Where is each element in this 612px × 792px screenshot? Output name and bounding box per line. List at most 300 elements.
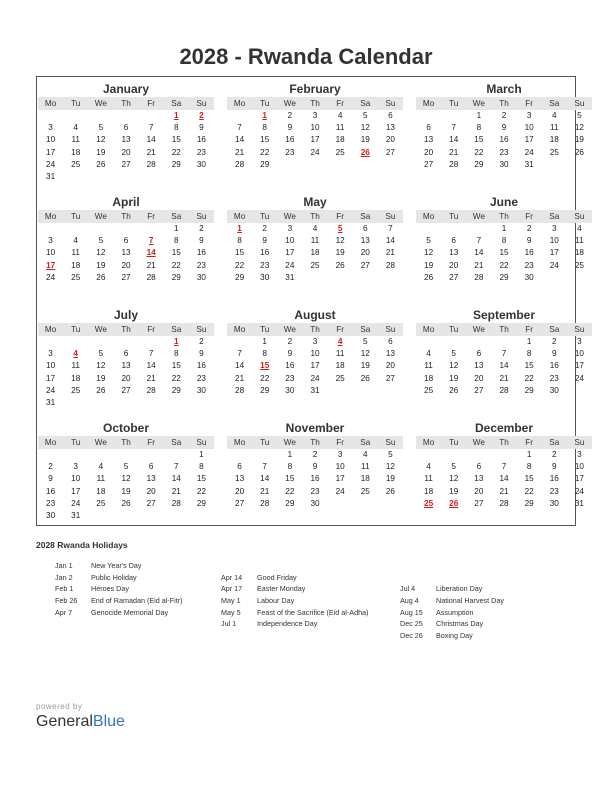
empty-day-cell <box>139 336 164 348</box>
day-cell: 11 <box>575 236 584 246</box>
day-cell: 14 <box>260 474 270 484</box>
day-cell: 22 <box>235 260 245 270</box>
empty-day-cell <box>139 110 164 122</box>
empty-day-cell <box>441 449 466 461</box>
weekday-header: Tu <box>252 436 277 449</box>
empty-day-cell <box>491 336 516 348</box>
day-cell: 12 <box>424 248 434 258</box>
day-cell: 14 <box>474 248 484 258</box>
weekday-header: We <box>88 436 113 449</box>
day-cell: 2 <box>48 462 53 472</box>
weekday-header: Sa <box>164 436 189 449</box>
day-cell: 25 <box>424 385 434 395</box>
day-cell: 16 <box>549 361 559 371</box>
day-cell: 18 <box>310 248 320 258</box>
day-cell: 20 <box>385 361 395 371</box>
day-cell: 2 <box>287 111 293 120</box>
day-cell: 10 <box>524 123 534 133</box>
day-cell: 23 <box>499 147 509 157</box>
day-cell: 14 <box>146 361 156 371</box>
day-cell: 28 <box>171 498 181 508</box>
day-cell: 15 <box>260 135 270 145</box>
day-cell: 1 <box>526 337 532 346</box>
weekday-header: Tu <box>252 97 277 110</box>
day-cell: 8 <box>199 462 204 472</box>
day-cell: 19 <box>385 474 395 484</box>
holiday-name: Heroes Day <box>91 584 129 594</box>
empty-day-cell <box>466 449 491 461</box>
day-cell: 15 <box>524 474 534 484</box>
day-cell: 23 <box>285 373 295 383</box>
day-cell: 20 <box>424 147 434 157</box>
day-cell: 17 <box>574 361 584 371</box>
day-cell: 9 <box>199 236 204 246</box>
day-cell: 20 <box>474 486 484 496</box>
day-cell: 1 <box>262 337 267 346</box>
weekday-header: We <box>277 436 302 449</box>
weekday-header: Fr <box>328 323 353 336</box>
holiday-day-cell: 7 <box>148 236 154 246</box>
day-cell: 11 <box>71 248 80 258</box>
holiday-row <box>221 607 368 619</box>
day-cell: 17 <box>71 486 81 496</box>
day-cell: 5 <box>98 123 104 133</box>
weekday-header: Tu <box>63 97 88 110</box>
day-cell: 2 <box>199 224 204 233</box>
day-cell: 1 <box>199 450 204 459</box>
day-cell: 15 <box>235 248 245 258</box>
day-cell: 12 <box>360 123 370 133</box>
month-name: August <box>294 308 336 322</box>
day-cell: 28 <box>499 385 509 395</box>
day-cell: 1 <box>476 111 482 120</box>
day-cell: 21 <box>235 147 245 157</box>
weekday-header: Fr <box>139 210 164 223</box>
day-cell: 27 <box>385 147 395 157</box>
day-cell: 7 <box>262 462 267 472</box>
holiday-day-cell: 17 <box>46 260 56 270</box>
day-cell: 20 <box>121 260 131 270</box>
month-may <box>227 194 403 307</box>
day-cell: 26 <box>385 486 395 496</box>
empty-day-cell <box>416 223 441 235</box>
day-cell: 31 <box>574 498 584 508</box>
empty-day-cell <box>441 110 466 122</box>
holiday-date: Apr 17 <box>221 584 243 594</box>
empty-day-cell <box>491 449 516 461</box>
day-cell: 18 <box>335 361 345 371</box>
day-cell: 8 <box>173 349 179 359</box>
day-cell: 24 <box>285 260 295 270</box>
holidays-title: 2028 Rwanda Holidays <box>36 540 128 550</box>
day-cell: 25 <box>360 486 370 496</box>
day-cell: 23 <box>196 373 206 383</box>
day-cell: 14 <box>385 236 395 246</box>
day-cell: 9 <box>287 349 293 359</box>
day-cell: 7 <box>237 349 242 359</box>
day-cell: 8 <box>476 123 482 133</box>
holiday-date: Apr 7 <box>55 607 73 617</box>
day-cell: 13 <box>424 135 434 145</box>
month-day-grid <box>227 323 403 397</box>
day-cell: 18 <box>574 248 584 258</box>
day-cell: 19 <box>335 248 345 258</box>
day-cell: 27 <box>146 498 156 508</box>
day-cell: 4 <box>426 349 431 359</box>
day-cell: 22 <box>474 147 484 157</box>
weekday-header: Tu <box>63 210 88 223</box>
day-cell: 19 <box>96 260 106 270</box>
day-cell: 10 <box>310 123 320 133</box>
month-day-grid <box>227 436 403 510</box>
weekday-header: Th <box>491 323 516 336</box>
day-cell: 16 <box>46 486 56 496</box>
weekday-header: We <box>277 210 302 223</box>
empty-day-cell <box>113 223 138 235</box>
day-cell: 14 <box>171 474 181 484</box>
holiday-name: Independence Day <box>257 619 318 629</box>
day-cell: 16 <box>196 248 206 258</box>
weekday-header: Th <box>491 210 516 223</box>
day-cell: 7 <box>501 462 507 472</box>
day-cell: 8 <box>526 462 532 472</box>
day-cell: 17 <box>574 474 584 484</box>
month-january <box>38 81 214 194</box>
day-cell: 14 <box>235 361 245 371</box>
holiday-row <box>400 607 504 619</box>
day-cell: 18 <box>96 486 106 496</box>
holiday-name: National Harvest Day <box>436 596 504 606</box>
holiday-date: May 1 <box>221 596 241 606</box>
weekday-header: Su <box>567 323 592 336</box>
day-cell: 17 <box>524 135 534 145</box>
day-cell: 16 <box>260 248 270 258</box>
day-cell: 26 <box>96 385 106 395</box>
day-cell: 15 <box>171 248 181 258</box>
day-cell: 11 <box>71 361 80 371</box>
day-cell: 3 <box>48 123 53 133</box>
day-cell: 4 <box>337 111 343 120</box>
holiday-date: Feb 26 <box>55 596 78 606</box>
holiday-day-cell: 4 <box>73 349 78 359</box>
holiday-date: Apr 14 <box>221 572 243 582</box>
empty-day-cell <box>164 449 189 461</box>
day-cell: 23 <box>196 260 206 270</box>
day-cell: 9 <box>526 236 532 246</box>
weekday-header: Th <box>113 97 138 110</box>
weekday-header: We <box>466 97 491 110</box>
day-cell: 11 <box>310 236 320 246</box>
day-cell: 6 <box>426 123 431 133</box>
day-cell: 17 <box>549 248 559 258</box>
holiday-row <box>55 560 182 572</box>
day-cell: 16 <box>196 135 206 145</box>
day-cell: 6 <box>476 349 482 359</box>
weekday-header: Fr <box>139 97 164 110</box>
day-cell: 29 <box>171 272 181 282</box>
day-cell: 17 <box>335 474 345 484</box>
day-cell: 23 <box>285 147 295 157</box>
day-cell: 20 <box>360 248 370 258</box>
weekday-header: Th <box>491 97 516 110</box>
day-cell: 16 <box>285 361 295 371</box>
day-cell: 10 <box>335 462 345 472</box>
month-april <box>38 194 214 307</box>
weekday-header: Tu <box>63 323 88 336</box>
day-cell: 26 <box>574 147 584 157</box>
holiday-date: Jan 1 <box>55 561 73 570</box>
day-cell: 5 <box>123 462 129 472</box>
day-cell: 23 <box>549 373 559 383</box>
page-title: 2028 - Rwanda Calendar <box>179 44 433 69</box>
day-cell: 19 <box>449 373 459 383</box>
day-cell: 24 <box>574 486 584 496</box>
holiday-day-cell: 1 <box>173 337 179 346</box>
day-cell: 5 <box>426 236 431 246</box>
day-cell: 31 <box>285 272 295 282</box>
day-cell: 17 <box>46 373 56 383</box>
month-february <box>227 81 403 194</box>
day-cell: 3 <box>48 236 53 246</box>
day-cell: 13 <box>235 474 245 484</box>
day-cell: 12 <box>360 349 370 359</box>
holiday-column <box>55 560 182 618</box>
day-cell: 21 <box>449 147 459 157</box>
month-name: June <box>489 195 518 209</box>
month-name: September <box>472 308 536 322</box>
day-cell: 8 <box>173 123 179 133</box>
weekday-header: Su <box>189 436 214 449</box>
day-cell: 7 <box>451 123 456 133</box>
weekday-header: Mo <box>38 97 63 110</box>
holiday-row <box>221 595 368 607</box>
day-cell: 28 <box>385 260 395 270</box>
weekday-header: Th <box>302 323 327 336</box>
day-cell: 15 <box>474 135 484 145</box>
holiday-date: Jul 4 <box>400 584 416 594</box>
holiday-name: New Year's Day <box>91 561 142 570</box>
day-cell: 6 <box>362 224 368 233</box>
day-cell: 17 <box>310 361 320 371</box>
brand-name-part2: Blue <box>92 713 125 730</box>
day-cell: 7 <box>476 236 482 246</box>
day-cell: 21 <box>499 373 509 383</box>
empty-day-cell <box>113 449 138 461</box>
day-cell: 13 <box>385 349 395 359</box>
month-name: July <box>113 308 138 322</box>
empty-day-cell <box>416 336 441 348</box>
day-cell: 20 <box>385 135 395 145</box>
holiday-row <box>55 607 182 619</box>
day-cell: 23 <box>549 486 559 496</box>
day-cell: 4 <box>362 450 368 459</box>
day-cell: 30 <box>499 159 509 169</box>
day-cell: 13 <box>121 248 131 258</box>
day-cell: 16 <box>499 135 509 145</box>
day-cell: 29 <box>260 159 270 169</box>
day-cell: 14 <box>235 135 245 145</box>
day-cell: 27 <box>385 373 395 383</box>
months-grid <box>37 81 585 533</box>
day-cell: 17 <box>285 248 295 258</box>
weekday-header: We <box>88 210 113 223</box>
empty-day-cell <box>63 449 88 461</box>
brand-logo[interactable] <box>36 702 125 731</box>
weekday-header: Fr <box>328 436 353 449</box>
day-cell: 29 <box>524 385 534 395</box>
day-cell: 8 <box>237 236 242 246</box>
weekday-header: Sa <box>164 323 189 336</box>
day-cell: 31 <box>310 385 320 395</box>
month-june <box>416 194 592 307</box>
day-cell: 3 <box>337 450 343 459</box>
weekday-header: Th <box>113 323 138 336</box>
day-cell: 1 <box>501 224 507 233</box>
month-october <box>38 420 214 533</box>
day-cell: 18 <box>424 486 434 496</box>
day-cell: 6 <box>123 236 129 246</box>
weekday-header: Sa <box>542 97 567 110</box>
weekday-header: Tu <box>252 323 277 336</box>
month-day-grid <box>38 210 214 284</box>
day-cell: 31 <box>524 159 534 169</box>
empty-day-cell <box>466 336 491 348</box>
holiday-day-cell: 1 <box>237 224 242 233</box>
day-cell: 24 <box>549 260 559 270</box>
day-cell: 19 <box>360 361 370 371</box>
weekday-header: Su <box>567 210 592 223</box>
day-cell: 24 <box>335 486 345 496</box>
day-cell: 10 <box>549 236 559 246</box>
weekday-header: Sa <box>353 323 378 336</box>
holiday-date: Dec 26 <box>400 631 423 641</box>
day-cell: 14 <box>146 135 156 145</box>
day-cell: 18 <box>71 260 81 270</box>
holiday-date: Aug 15 <box>400 607 423 617</box>
day-cell: 22 <box>171 373 181 383</box>
day-cell: 22 <box>171 147 181 157</box>
day-cell: 12 <box>96 248 106 258</box>
brand-name-part1: General <box>36 713 93 730</box>
day-cell: 27 <box>424 159 434 169</box>
day-cell: 4 <box>73 236 78 246</box>
weekday-header: Fr <box>517 323 542 336</box>
weekday-header: Fr <box>328 210 353 223</box>
weekday-header: Th <box>302 210 327 223</box>
day-cell: 8 <box>173 236 179 246</box>
day-cell: 28 <box>146 272 156 282</box>
day-cell: 24 <box>574 373 584 383</box>
day-cell: 10 <box>310 349 320 359</box>
day-cell: 28 <box>449 159 459 169</box>
month-name: December <box>474 421 534 435</box>
holiday-day-cell: 1 <box>173 111 179 120</box>
day-cell: 19 <box>96 147 106 157</box>
day-cell: 12 <box>449 474 459 484</box>
holiday-name: Public Holiday <box>91 572 137 582</box>
month-name: October <box>102 421 149 435</box>
empty-day-cell <box>88 336 113 348</box>
empty-day-cell <box>63 110 88 122</box>
holiday-row <box>221 572 368 584</box>
day-cell: 9 <box>551 349 557 359</box>
month-day-grid <box>416 210 592 284</box>
holiday-date: Jan 2 <box>55 572 73 582</box>
day-cell: 29 <box>524 498 534 508</box>
empty-day-cell <box>113 336 138 348</box>
day-cell: 30 <box>46 510 56 520</box>
empty-day-cell <box>38 110 63 122</box>
day-cell: 12 <box>449 361 459 371</box>
weekday-header: Th <box>302 436 327 449</box>
weekday-header: We <box>88 97 113 110</box>
day-cell: 1 <box>526 450 532 459</box>
day-cell: 24 <box>46 159 56 169</box>
day-cell: 6 <box>123 349 129 359</box>
weekday-header: Sa <box>542 210 567 223</box>
day-cell: 13 <box>360 236 370 246</box>
day-cell: 15 <box>171 361 181 371</box>
day-cell: 9 <box>262 236 267 246</box>
weekday-header: Tu <box>441 210 466 223</box>
day-cell: 26 <box>121 498 131 508</box>
day-cell: 25 <box>71 159 81 169</box>
empty-day-cell <box>227 110 252 122</box>
day-cell: 30 <box>549 498 559 508</box>
day-cell: 31 <box>46 397 56 407</box>
weekday-header: Tu <box>63 436 88 449</box>
holiday-date: Jul 1 <box>221 619 237 629</box>
powered-by-label: powered by <box>36 702 83 711</box>
month-name: November <box>285 421 345 435</box>
day-cell: 24 <box>46 385 56 395</box>
day-cell: 8 <box>287 462 293 472</box>
weekday-header: Sa <box>353 97 378 110</box>
month-day-grid <box>416 323 592 397</box>
day-cell: 29 <box>171 159 181 169</box>
day-cell: 13 <box>385 123 395 133</box>
day-cell: 7 <box>148 123 154 133</box>
day-cell: 28 <box>146 159 156 169</box>
holiday-row <box>400 630 504 642</box>
weekday-header: Th <box>113 436 138 449</box>
empty-day-cell <box>441 223 466 235</box>
day-cell: 26 <box>449 385 459 395</box>
day-cell: 26 <box>96 159 106 169</box>
day-cell: 9 <box>501 123 507 133</box>
day-cell: 27 <box>121 159 131 169</box>
day-cell: 21 <box>474 260 484 270</box>
month-day-grid <box>38 323 214 409</box>
month-name: April <box>112 195 140 209</box>
holiday-date: Aug 4 <box>400 596 419 606</box>
weekday-header: Mo <box>416 323 441 336</box>
day-cell: 26 <box>360 373 370 383</box>
day-cell: 16 <box>285 135 295 145</box>
day-cell: 2 <box>287 337 293 346</box>
holiday-name: End of Ramadan (Eid al-Fitr) <box>91 596 183 606</box>
day-cell: 30 <box>196 272 206 282</box>
day-cell: 3 <box>577 450 582 459</box>
day-cell: 29 <box>196 498 206 508</box>
day-cell: 10 <box>46 135 56 145</box>
day-cell: 11 <box>424 474 433 484</box>
day-cell: 16 <box>524 248 534 258</box>
day-cell: 3 <box>73 462 78 472</box>
day-cell: 4 <box>312 224 318 233</box>
day-cell: 16 <box>549 474 559 484</box>
day-cell: 8 <box>501 236 507 246</box>
